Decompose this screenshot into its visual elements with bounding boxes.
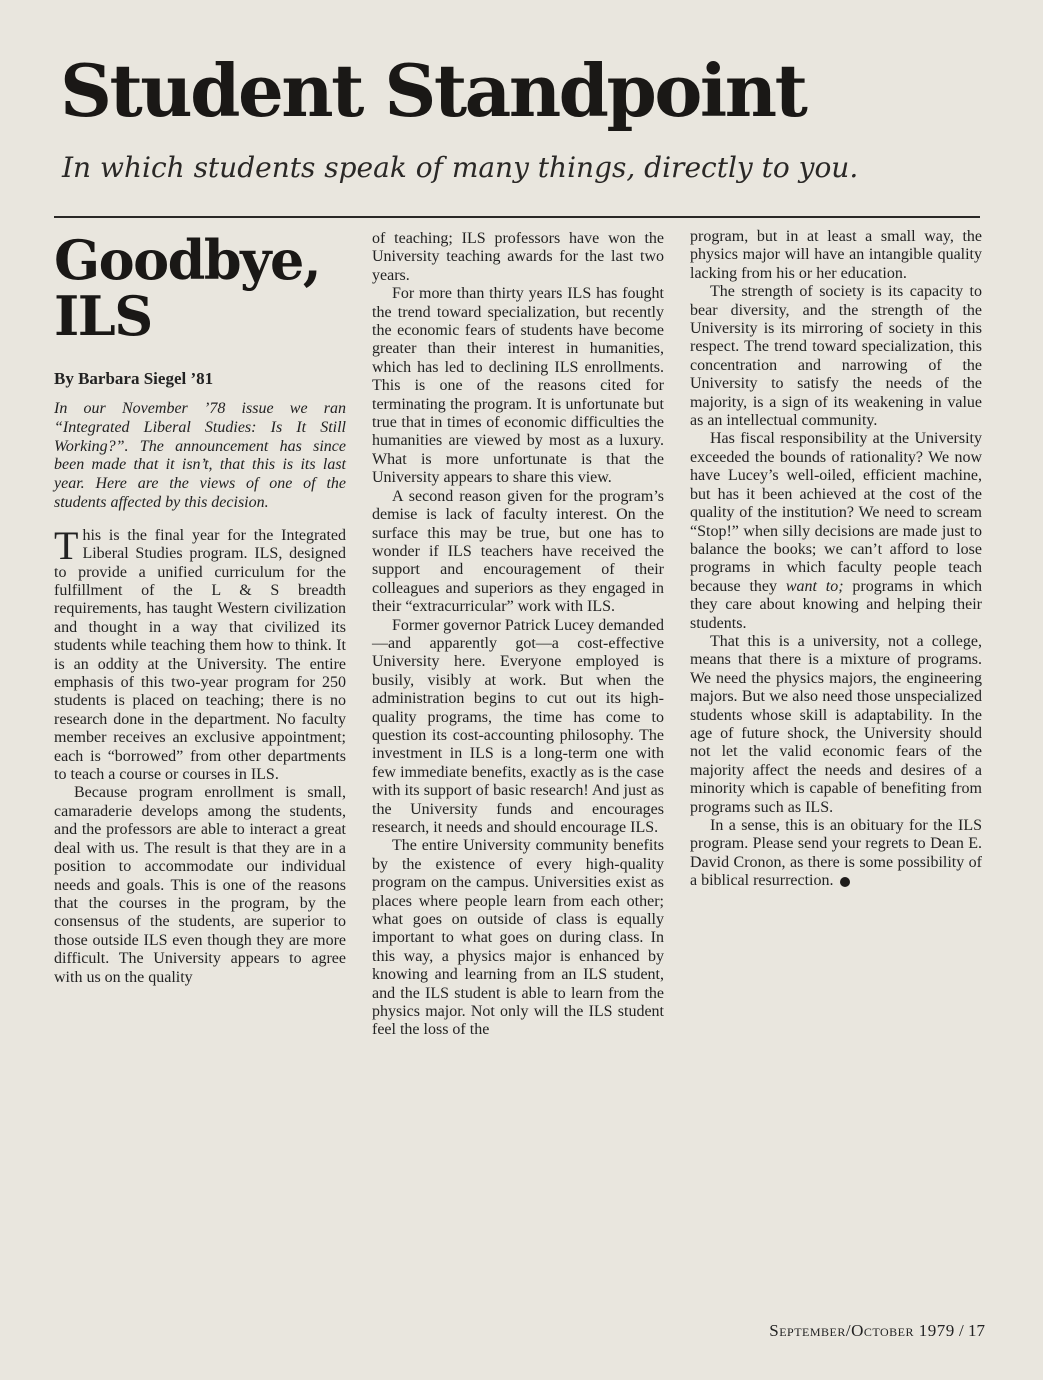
article-column-2 (372, 230, 664, 1040)
byline: By Barbara Siegel ’81 (54, 369, 214, 388)
paragraph-1 (54, 522, 346, 785)
header-rule (54, 216, 980, 218)
drop-cap: T (54, 522, 79, 568)
article-column-3 (690, 228, 982, 891)
section-tagline: In which students speak of many things, directly to you. (62, 151, 859, 184)
end-mark-icon (840, 877, 850, 887)
paragraph-2-continued: of teaching; ILS professors have won the University teaching awards for the last two years. (372, 230, 664, 284)
paragraph-6-continued: program, but in at least a small way, the physics major will have an intangible quality lacking from his or her education. (690, 228, 982, 282)
paragraph-10 (690, 817, 982, 891)
headline-line-1: Goodbye, (54, 228, 321, 292)
paragraph-1-text: his is the final year for the Integrated Liberal Studies program. ILS, designed to provide a unified curriculum for the fulfillment of the L & S breadth requirements, has taught Western civilization and thought in a way that civilized its students while teaching them how to think. It is an oddity at the University. The entire emphasis of this two-year program for 250 students is placed on teaching; there is no research done in the department. No faculty member receives an exclusive appointment; each is “borrowed” from other departments to teach a course or courses in ILS. (54, 526, 346, 784)
paragraph-9: That this is a university, not a college, means that there is a mixture of programs. We need the physics majors, the engineering majors. But we also need those unspecialized students whose skill is adaptability. In the age of future shock, the University should not let the valid economic fears of the majority affect the needs and desires of a minority which is capable of benefiting from programs such as ILS. (690, 632, 982, 816)
section-title: Student Standpoint (60, 48, 806, 133)
paragraph-4: A second reason given for the program’s demise is lack of faculty interest. On the surface this may be true, but one has to wonder if ILS teachers have received the support and encouragement of their colleagues and superiors as they engaged in their “extracurricular” work with ILS. (372, 487, 664, 616)
paragraph-8-text-b: programs in which they care about knowing and helping their students. (690, 577, 982, 632)
page-number: 17 (968, 1321, 985, 1340)
paragraph-8-emphasis: want to; (785, 577, 844, 595)
paragraph-8-text-a: Has fiscal responsibility at the University exceeded the bounds of rationality? We now have Lucey’s well-oiled, efficient machine, but has it been achieved at the cost of the quality of the institution? We need to scream “Stop!” when silly decisions are made just to balance the books; we can’t afford to lose programs in which faculty people teach because they (690, 430, 982, 595)
paragraph-7: The strength of society is its capacity to bear diversity, and the strength of the University is its mirroring of society in this respect. The trend toward specialization, this concentration and narrowing of the University to satisfy the needs of the majority, is a sign of its weakening in value as an intellectual community. (690, 283, 982, 430)
paragraph-3: For more than thirty years ILS has fought the trend toward specialization, but recently the economic fears of students have become greater than their interest in humanities, which has led to declining ILS enrollments. This is one of the reasons cited for terminating the program. It is unfortunate but true that in times of economic difficulties the humanities are viewed by most as a luxury. What is more unfortunate is that the University appears to share this view. (372, 285, 664, 487)
paragraph-6: The entire University community benefits by the existence of every high-quality program on the campus. Universities exist as places where people learn from each other; what goes on outside of class is equally important to what goes on during class. In this way, a physics major is enhanced by knowing and learning from an ILS student, and the ILS student is able to learn from the physics major. Not only will the ILS student feel the loss of the (372, 837, 664, 1039)
paragraph-5: Former governor Patrick Lucey demanded—and apparently got—a cost-effective University here. Everyone employed is busily, visibly at work. But when the administration begins to cut out its high-quality programs, the time has come to question its cost-accounting philosophy. The investment in ILS is a long-term one with few immediate benefits, exactly as is the case with its support of basic research! And just as the University funds and encourages research, it needs and should encourage ILS. (372, 616, 664, 836)
paragraph-8 (690, 430, 982, 632)
paragraph-2: Because program enrollment is small, camaraderie develops among the students, and the professors are able to interact a great deal with us. The result is that they are in a position to accommodate our individual needs and goals. This is one of the reasons that the courses in the program, by the consensus of the students, are superior to those outside ILS even though they are more difficult. The University appears to agree with us on the quality (54, 784, 346, 986)
issue-date: September/October 1979 (769, 1321, 955, 1340)
headline-line-2: ILS (54, 284, 152, 348)
footer-separator: / (959, 1321, 964, 1340)
article-column-1 (54, 228, 346, 987)
paragraph-10-text: In a sense, this is an obituary for the ILS program. Please send your regrets to Dean E. David Cronon, as there is some possibility of a biblical resurrection. (690, 817, 982, 890)
article-headline (54, 228, 346, 348)
article-intro: In our November ’78 issue we ran “Integrated Liberal Studies: Is It Still Working?”. The announcement has since been made that it isn’t, that this is its last year. Here are the views of one of the students affected by this decision. (54, 400, 346, 511)
page-footer (769, 1320, 985, 1342)
